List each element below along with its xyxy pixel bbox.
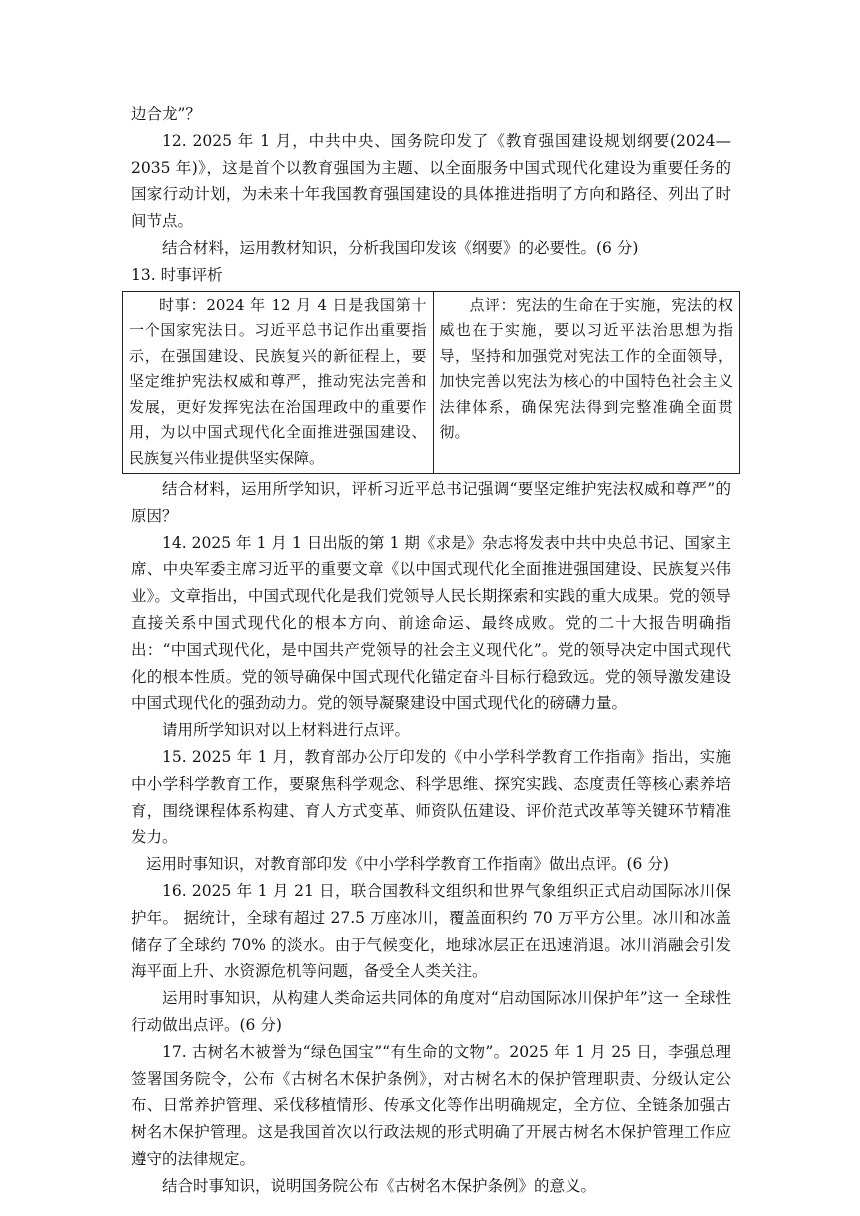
question-14-prompt: 请用所学知识对以上材料进行点评。 xyxy=(162,721,411,740)
question-17-material: 17. 古树名木被誉为“绿色国宝”“有生命的文物”。2025 年 1 月 25 日，李强总理签署国务院令，公布《古树名木保护条例》，对古树名木的保护管理职责、分级认定公布、日常养护管理、采伐移植情形、传承文化等作出明确规定，全方位、全链条加强古树名木保护管理。这是我国首次以行政法规的形式明确了开展古树名木保护管理工作应遵守的法律规定。 xyxy=(131,1042,731,1168)
paragraph-continuation: 边合龙”？ xyxy=(131,105,201,123)
question-16-material: 16. 2025 年 1 月 21 日，联合国教科文组织和世界气象组织正式启动国际冰川保护年。 据统计，全球有超过 27.5 万座冰川，覆盖面积约 70 万平方公里。冰川和冰盖储存了全球约 70% 的淡水。由于气候变化，地球冰层正在迅速消退。冰川消融会引发海平面上升、水资源危机等问题，备受全人类关注。 xyxy=(131,882,731,981)
question-17-prompt: 结合时事知识，说明国务院公布《古树名木保护条例》的意义。 xyxy=(162,1176,597,1195)
table-cell-event xyxy=(123,291,434,474)
document-body xyxy=(131,101,731,1200)
question-16-prompt: 运用时事知识，从构建人类命运共同体的角度对“启动国际冰川保护年”这一 全球性行动做出点评。(6 分) xyxy=(131,989,731,1035)
question-12-prompt: 结合材料，运用教材知识，分析我国印发该《纲要》的必要性。(6 分) xyxy=(162,238,639,257)
question-15-material: 15. 2025 年 1 月，教育部办公厅印发的《中小学科学教育工作指南》指出，实施中小学科学教育工作，要聚焦科学观念、科学思维、探究实践、态度责任等核心素养培育，围绕课程体系构建、育人方式变革、师资队伍建设、评价范式改革等关键环节精准发力。 xyxy=(131,748,731,847)
question-12-material: 12. 2025 年 1 月，中共中央、国务院印发了《教育强国建设规划纲要(2024—2035 年)》，这是首个以教育强国为主题、以全面服务中国式现代化建设为重要任务的国家行动计划，为未来十年我国教育强国建设的具体推进指明了方向和路径、列出了时间节点。 xyxy=(131,131,731,231)
event-text: 时事：2024 年 12 月 4 日是我国第十一个国家宪法日。习近平总书记作出重要指示，在强国建设、民族复兴的新征程上，要坚定维护宪法权威和尊严，推动宪法完善和发展，更好发挥宪法在治国理政中的重要作用，为以中国式现代化全面推进强国建设、民族复兴伟业提供坚实保障。 xyxy=(129,295,427,467)
question-15-prompt: 运用时事知识，对教育部印发《中小学科学教育工作指南》做出点评。(6 分) xyxy=(146,855,669,874)
comment-text: 点评：宪法的生命在于实施，宪法的权威也在于实施，要以习近平法治思想为指导，坚持和加强党对宪法工作的全面领导，加快完善以宪法为核心的中国特色社会主义法律体系，确保宪法得到完整准确全面贯彻。 xyxy=(439,295,733,442)
question-13-prompt: 结合材料，运用所学知识，评析习近平总书记强调“要坚定维护宪法权威和尊严”的原因？ xyxy=(131,480,731,525)
question-13-heading: 13. 时事评析 xyxy=(131,265,223,284)
question-14-material: 14. 2025 年 1 月 1 日出版的第 1 期《求是》杂志将发表中共中央总书记、国家主席、中央军委主席习近平的重要文章《以中国式现代化全面推进强国建设、民族复兴伟业》。文章指出，中国式现代化是我们党领导人民长期探索和实践的重大成果。党的领导直接关系中国式现代化的根本方向、前途命运、最终成败。党的二十大报告明确指出：“中国式现代化，是中国共产党领导的社会主义现代化”。党的领导决定中国式现代化的根本性质。党的领导确保中国式现代化锚定奋斗目标行稳致远。党的领导激发建设中国式现代化的强劲动力。党的领导凝聚建设中国式现代化的磅礴力量。 xyxy=(131,533,731,713)
table-cell-comment xyxy=(433,291,740,474)
current-affairs-table xyxy=(122,291,740,475)
